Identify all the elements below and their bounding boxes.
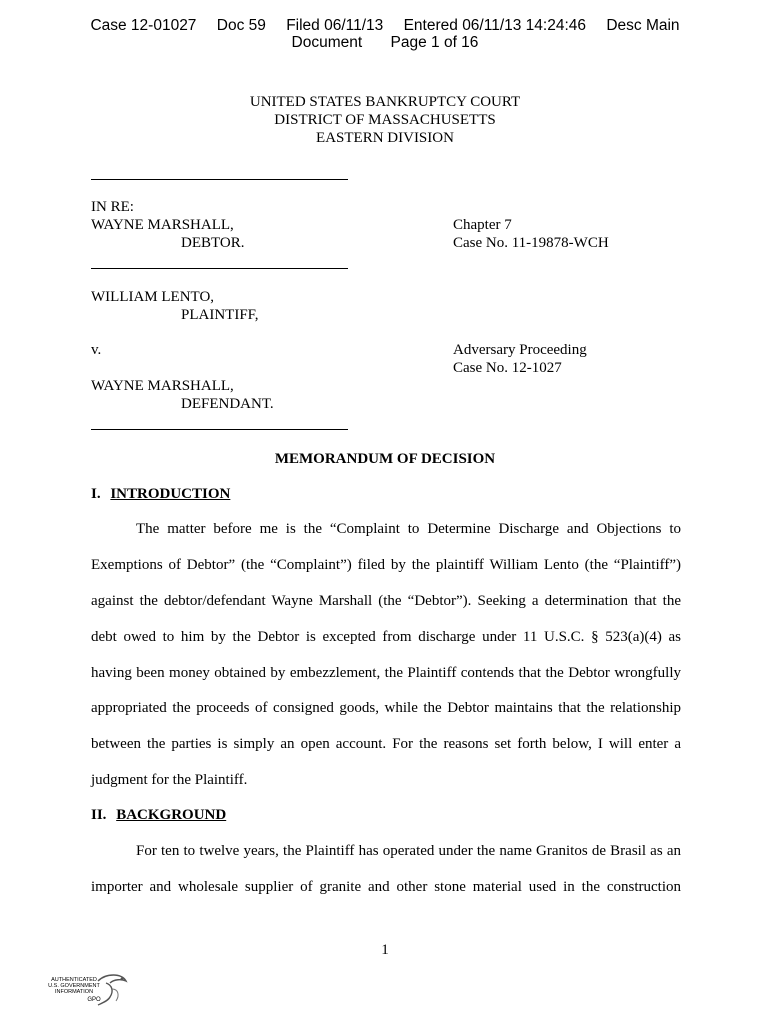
caption-in-re: IN RE: bbox=[91, 199, 134, 215]
paragraph-line: The matter before me is the “Complaint to Determine Discharge and Objections to bbox=[136, 521, 681, 537]
filing-header bbox=[0, 18, 770, 34]
page-number: 1 bbox=[381, 942, 389, 958]
caption-adversary-case-no: Case No. 12-1027 bbox=[453, 360, 562, 376]
court-line-1: UNITED STATES BANKRUPTCY COURT bbox=[249, 94, 521, 110]
caption-adversary-label: Adversary Proceeding bbox=[453, 342, 587, 358]
paragraph-line: Exemptions of Debtor” (the “Complaint”) filed by the plaintiff William Lento (the “Plaintiff”) bbox=[91, 556, 681, 573]
paragraph-line: appropriated the proceeds of consigned goods, while the Debtor maintains that the relationship bbox=[91, 700, 681, 717]
paragraph-line: For ten to twelve years, the Plaintiff has operated under the name Granitos de Brasil as an bbox=[136, 843, 681, 859]
seal-line-1: AUTHENTICATED bbox=[51, 977, 97, 983]
section-title: INTRODUCTION bbox=[110, 486, 231, 502]
caption-plaintiff-role: PLAINTIFF, bbox=[181, 307, 259, 323]
section-heading-introduction bbox=[91, 486, 230, 503]
paragraph-line: between the parties is simply an open account. For the reasons set forth below, I will enter a bbox=[91, 736, 681, 753]
paragraph-line: judgment for the Plaintiff. bbox=[91, 772, 248, 789]
header-desc: Desc Main bbox=[606, 17, 680, 34]
paragraph-line: importer and wholesale supplier of granite and other stone material used in the construction bbox=[91, 878, 681, 895]
filing-header-line2 bbox=[0, 35, 770, 51]
section-heading-background bbox=[91, 807, 226, 824]
header-entered: Entered 06/11/13 14:24:46 bbox=[403, 17, 587, 34]
caption-chapter: Chapter 7 bbox=[453, 217, 512, 233]
caption-rule-middle bbox=[91, 268, 348, 269]
section-number: I. bbox=[91, 486, 101, 502]
seal-line-4: GPO bbox=[87, 997, 101, 1003]
seal-line-3: INFORMATION bbox=[54, 989, 94, 995]
gpo-authentication-seal bbox=[44, 975, 134, 1015]
caption-defendant-name: WAYNE MARSHALL, bbox=[91, 378, 234, 394]
caption-rule-top bbox=[91, 179, 348, 180]
paragraph-line: having been money obtained by embezzlement, the Plaintiff contends that the Debtor wrongfully bbox=[91, 664, 681, 681]
caption-versus: v. bbox=[91, 342, 102, 358]
header-page: Page 1 of 16 bbox=[390, 34, 479, 51]
header-case: Case 12-01027 bbox=[90, 17, 197, 34]
background-paragraph bbox=[91, 834, 681, 906]
introduction-paragraph bbox=[91, 512, 681, 799]
eagle-icon bbox=[92, 971, 132, 1011]
court-heading bbox=[0, 93, 770, 147]
paragraph-line: against the debtor/defendant Wayne Marshall (the “Debtor”). Seeking a determination that the bbox=[91, 592, 681, 609]
header-filed: Filed 06/11/13 bbox=[286, 17, 384, 34]
caption-debtor-role: DEBTOR. bbox=[181, 235, 245, 251]
header-doc: Doc 59 bbox=[216, 17, 266, 34]
court-line-2: DISTRICT OF MASSACHUSETTS bbox=[274, 112, 496, 128]
caption-defendant-role: DEFENDANT. bbox=[181, 396, 274, 412]
section-number: II. bbox=[91, 807, 107, 823]
seal-line-2: U.S. GOVERNMENT bbox=[48, 983, 100, 989]
document-title: MEMORANDUM OF DECISION bbox=[274, 451, 496, 467]
section-title: BACKGROUND bbox=[116, 807, 227, 823]
caption-plaintiff-name: WILLIAM LENTO, bbox=[91, 289, 215, 305]
caption-rule-bottom bbox=[91, 429, 348, 430]
header-document: Document bbox=[291, 34, 363, 51]
caption-case-no: Case No. 11-19878-WCH bbox=[453, 235, 609, 251]
paragraph-line: debt owed to him by the Debtor is excepted from discharge under 11 U.S.C. § 523(a)(4) as bbox=[91, 628, 681, 645]
caption-debtor-name: WAYNE MARSHALL, bbox=[91, 217, 234, 233]
court-line-3: EASTERN DIVISION bbox=[316, 130, 454, 146]
